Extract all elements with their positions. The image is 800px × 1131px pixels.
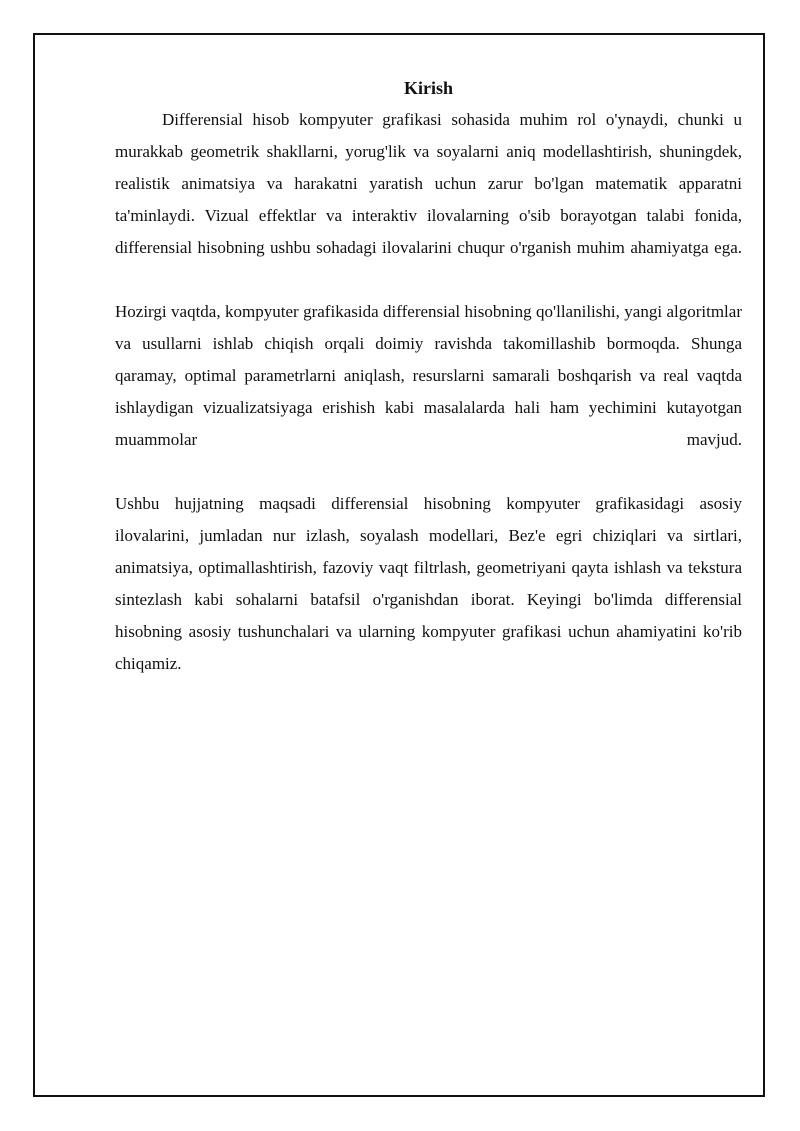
paragraph-goal: Ushbu hujjatning maqsadi differensial hisobning kompyuter grafikasidagi asosiy ilovalarini, jumladan nur izlash, soyalash modellari, Bez'e egri chiziqlari va sirtlari, animatsiya, optimallashtirish, fazoviy vaqt filtrlash, geometriyani qayta ishlash va tekstura sintezlash kabi sohalarni batafsil o'rganishdan iborat. Keyingi bo'limda differensial hisobning asosiy tushunchalari va ularning kompyuter grafikasi uchun ahamiyatini ko'rib chiqamiz.: [115, 494, 742, 673]
paragraph-spacer: [115, 264, 742, 296]
document-body: [115, 72, 742, 680]
paragraph-spacer: [115, 456, 742, 488]
paragraph-current-state: Hozirgi vaqtda, kompyuter grafikasida differensial hisobning qo'llanilishi, yangi algoritmlar va usullarni ishlab chiqish orqali doimiy ravishda takomillashib bormoqda. Shunga qaramay, optimal parametrlarni aniqlash, resurslarni samarali boshqarish va real vaqtda ishlaydigan vizualizatsiyaga erishish kabi masalalarda hali ham yechimini kutayotgan muammolar mavjud.: [115, 302, 742, 449]
document-title: Kirish: [403, 78, 453, 98]
paragraph-intro: Differensial hisob kompyuter grafikasi sohasida muhim rol o'ynaydi, chunki u murakkab geometrik shakllarni, yorug'lik va soyalarni aniq modellashtirish, shuningdek, realistik animatsiya va harakatni yaratish uchun zarur bo'lgan matematik apparatni ta'minlaydi. Vizual effektlar va interaktiv ilovalarning o'sib borayotgan talabi fonida, differensial hisobning ushbu sohadagi ilovalarini chuqur o'rganish muhim ahamiyatga ega.: [115, 110, 742, 257]
